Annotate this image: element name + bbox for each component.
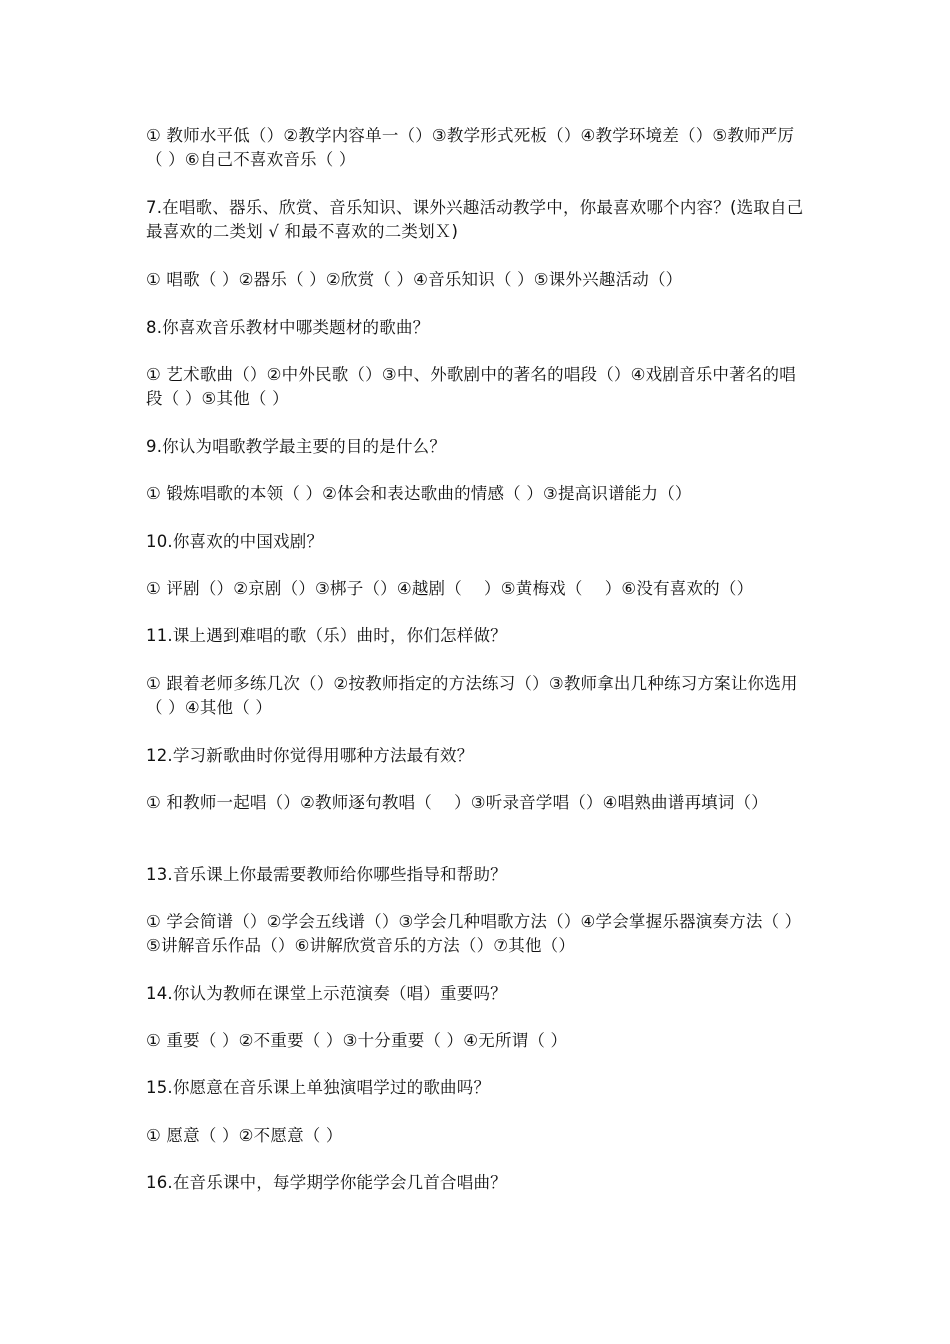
q14-question: 14.你认为教师在课堂上示范演奏（唱）重要吗？ xyxy=(146,984,507,1003)
q15-question: 15.你愿意在音乐课上单独演唱学过的歌曲吗？ xyxy=(146,1078,491,1097)
q7-question: 7.在唱歌、器乐、欣赏、音乐知识、课外兴趣活动教学中，你最喜欢哪个内容？(选取自己最喜欢的二类划 √ 和最不喜欢的二类划Ｘ) xyxy=(146,198,804,241)
q13-question: 13.音乐课上你最需要教师给你哪些指导和帮助？ xyxy=(146,865,507,884)
q13-options: ① 学会简谱（）②学会五线谱（）③学会几种唱歌方法（）④学会掌握乐器演奏方法（ ）⑤讲解音乐作品（）⑥讲解欣赏音乐的方法（）⑦其他（） xyxy=(146,912,802,955)
q11-question: 11.课上遇到难唱的歌（乐）曲时，你们怎样做？ xyxy=(146,626,507,645)
q9-question: 9.你认为唱歌教学最主要的目的是什么？ xyxy=(146,437,447,456)
q8-question: 8.你喜欢音乐教材中哪类题材的歌曲？ xyxy=(146,318,430,337)
q8-options: ① 艺术歌曲（）②中外民歌（）③中、外歌剧中的著名的唱段（）④戏剧音乐中著名的唱段（ ）⑤其他（ ） xyxy=(146,365,796,408)
q11-options: ① 跟着老师多练几次（）②按教师指定的方法练习（）③教师拿出几种练习方案让你选用（ ）④其他（ ） xyxy=(146,674,798,717)
q12-question: 12.学习新歌曲时你觉得用哪种方法最有效？ xyxy=(146,746,474,765)
q16-question: 16.在音乐课中，每学期学你能学会几首合唱曲？ xyxy=(146,1173,507,1192)
q9-options: ① 锻炼唱歌的本领（ ）②体会和表达歌曲的情感（ ）③提高识谱能力（） xyxy=(146,484,692,503)
q14-options: ① 重要（ ）②不重要（ ）③十分重要（ ）④无所谓（ ） xyxy=(146,1031,568,1050)
q12-options: ① 和教师一起唱（）②教师逐句教唱（ ）③听录音学唱（）④唱熟曲谱再填词（） xyxy=(146,793,768,812)
q10-options: ① 评剧（）②京剧（）③梆子（）④越剧（ ）⑤黄梅戏（ ）⑥没有喜欢的（） xyxy=(146,579,754,598)
q6-options: ① 教师水平低（）②教学内容单一（）③教学形式死板（）④教学环境差（）⑤教师严厉（ ）⑥自己不喜欢音乐（ ） xyxy=(146,126,795,169)
q7-options: ① 唱歌（ ）②器乐（ ）②欣赏（ ）④音乐知识（ ）⑤课外兴趣活动（） xyxy=(146,270,683,289)
q15-options: ① 愿意（ ）②不愿意（ ） xyxy=(146,1126,343,1145)
q10-question: 10.你喜欢的中国戏剧？ xyxy=(146,532,324,551)
